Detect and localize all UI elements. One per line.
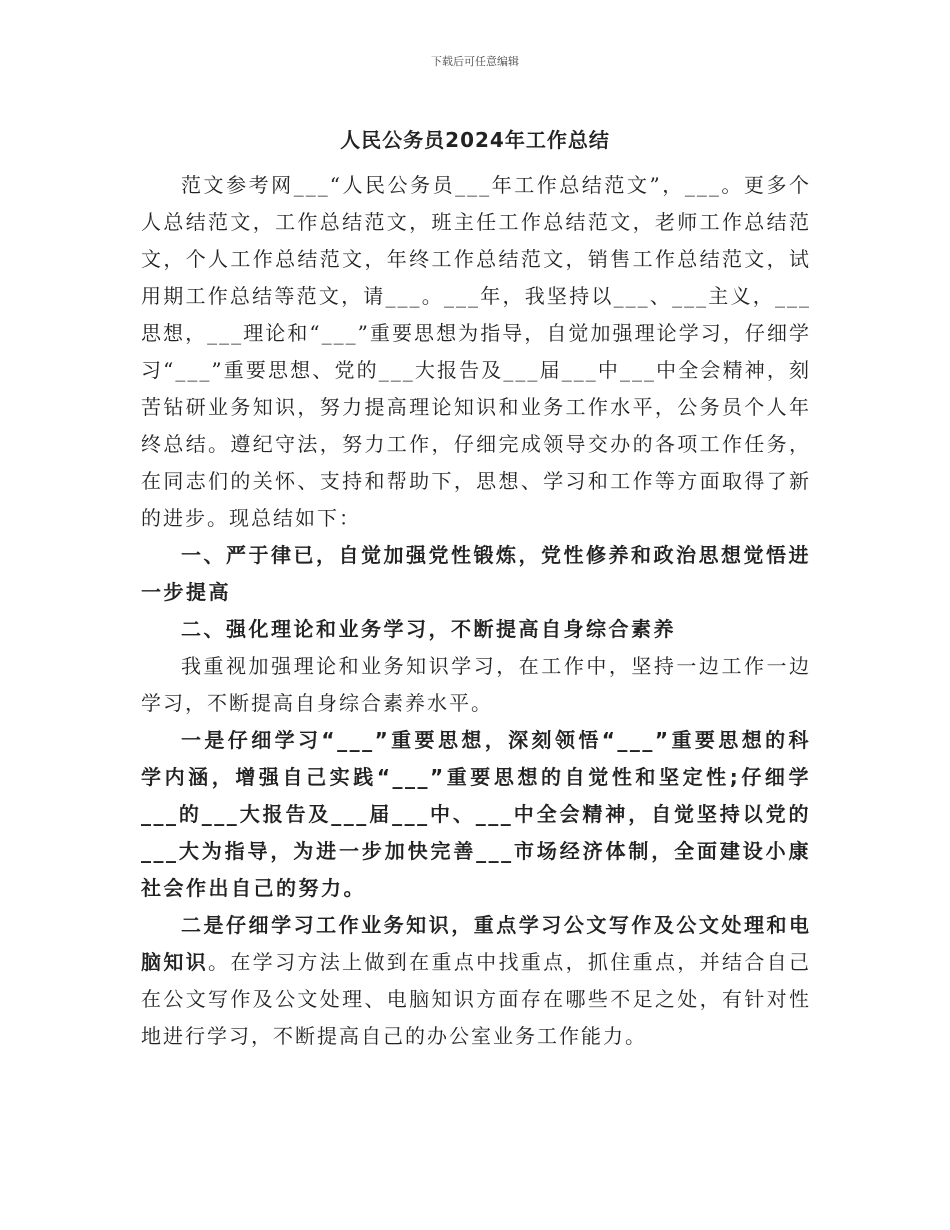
document-title: 人民公务员2024年工作总结 <box>340 128 610 152</box>
second-point-rest: 。在学习方法上做到在重点中找重点，抓住重点，并结合自己在公文写作及公文处理、电脑知识方面存在哪些不足之处，有针对性地进行学习，不断提高自己的办公室业务工作能力。 <box>141 950 812 1048</box>
second-point-lead: 二是仔细学习工作业务知识，重点学习公文写作及公文处理和电脑知识 <box>141 913 811 974</box>
intro-paragraph: 范文参考网___“人民公务员___年工作总结范文”，___。更多个人总结范文，工作总结范文，班主任工作总结范文，老师工作总结范文，个人工作总结范文，年终工作总结范文，销售工作总结范文，试用期工作总结等范文，请___。___年，我坚持以___、___主义，___思想，___理论和“___”重要思想为指导，自觉加强理论学习，仔细学习“___”重要思想、党的___大报告及___届___中___中全会精神，刻苦钻研业务知识，努力提高理论知识和业务工作水平，公务员个人年终总结。遵纪守法，努力工作，仔细完成领导交办的各项工作任务，在同志们的关怀、支持和帮助下，思想、学习和工作等方面取得了新的进步。现总结如下： <box>141 173 811 530</box>
paragraph-first-point: 一是仔细学习“___”重要思想，深刻领悟“___”重要思想的科学内涵，增强自己实践“___”重要思想的自觉性和坚定性;仔细学___的___大报告及___届___中、___中全会精神，自觉坚持以党的___大为指导，为进一步加快完善___市场经济体制，全面建设小康社会作出自己的努力。 <box>141 728 811 900</box>
page-header-note: 下载后可任意编辑 <box>431 55 519 68</box>
section-heading-1: 一、严于律已，自觉加强党性锻炼，党性修养和政治思想觉悟进一步提高 <box>141 543 811 604</box>
section-heading-2: 二、强化理论和业务学习，不断提高自身综合素养 <box>181 617 676 641</box>
document-body <box>141 167 811 1055</box>
paragraph-study: 我重视加强理论和业务知识学习，在工作中，坚持一边工作一边学习，不断提高自身综合素养水平。 <box>141 654 811 715</box>
paragraph-second-point <box>141 907 811 1055</box>
